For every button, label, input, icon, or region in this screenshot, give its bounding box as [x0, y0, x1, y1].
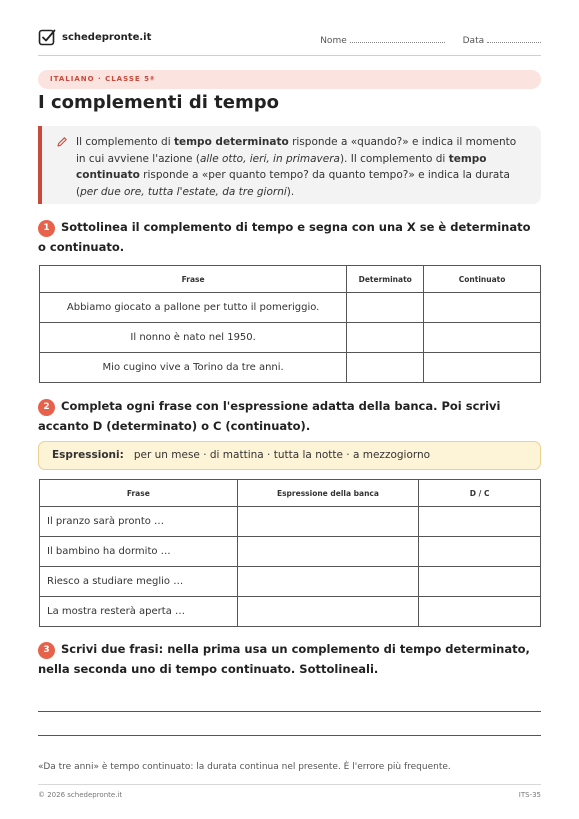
- table-row: [40, 323, 541, 353]
- question-text: Scrivi due frasi: nella prima usa un complemento di tempo determinato, nella seconda uno di tempo continuato. Sottolineali.: [38, 642, 530, 676]
- pencil-icon: [56, 136, 68, 148]
- student-fields: [320, 34, 541, 46]
- column-header-espressione: Espressione della banca: [237, 480, 419, 507]
- column-header-dc: D / C: [419, 480, 541, 507]
- page-title: I complementi di tempo: [38, 92, 279, 113]
- column-header-continuato: Continuato: [424, 266, 541, 293]
- name-field[interactable]: [320, 34, 444, 46]
- name-blank[interactable]: [350, 34, 445, 43]
- intro-text-5: ).: [286, 185, 295, 198]
- brand-name: schedepronte.it: [62, 31, 152, 43]
- page-footer: [38, 784, 541, 799]
- question-text: Sottolinea il complemento di tempo e segna con una X se è determinato o continuato.: [38, 220, 531, 254]
- continuato-answer-cell[interactable]: [424, 293, 541, 323]
- continuato-answer-cell[interactable]: [424, 353, 541, 383]
- date-label: Data: [462, 36, 485, 46]
- intro-text-4: risponde a «per quanto tempo? da quanto tempo?» e indica la durata (: [76, 169, 510, 198]
- table-row: [40, 507, 541, 537]
- question-1: [38, 218, 541, 257]
- question-number-badge: 1: [38, 220, 55, 237]
- question-text: Completa ogni frase con l'espressione adatta della banca. Poi scrivi accanto D (determinato) o C (continuato).: [38, 399, 501, 433]
- intro-term-continuato: tempo continuato: [76, 152, 487, 181]
- sentence-cell: Il pranzo sarà pronto …: [40, 507, 238, 537]
- date-blank[interactable]: [487, 34, 541, 43]
- question-3: [38, 640, 541, 679]
- word-bank-items: per un mese · di mattina · tutta la notte · a mezzogiorno: [133, 449, 431, 461]
- intro-example-2: per due ore, tutta l'estate, da tre giorni: [80, 185, 287, 198]
- intro-text-2: risponde a «quando?» e indica il momento in cui avviene l'azione (: [76, 136, 517, 165]
- determinato-answer-cell[interactable]: [347, 293, 424, 323]
- intro-text-3: ). Il complemento di: [339, 152, 449, 165]
- expression-answer-cell[interactable]: [237, 597, 419, 627]
- sentence-cell: Il bambino ha dormito …: [40, 537, 238, 567]
- word-bank: [38, 441, 541, 470]
- sentence-cell: Abbiamo giocato a pallone per tutto il pomeriggio.: [40, 293, 347, 323]
- table-row: [40, 537, 541, 567]
- sentence-cell: La mostra resterà aperta …: [40, 597, 238, 627]
- name-label: Nome: [320, 36, 347, 46]
- continuato-answer-cell[interactable]: [424, 323, 541, 353]
- writing-line-1[interactable]: [38, 711, 541, 712]
- dc-answer-cell[interactable]: [419, 597, 541, 627]
- table-row: [40, 597, 541, 627]
- column-header-determinato: Determinato: [347, 266, 424, 293]
- sentence-cell: Il nonno è nato nel 1950.: [40, 323, 347, 353]
- exercise-2-table: [39, 479, 541, 627]
- intro-example-1: alle otto, ieri, in primavera: [199, 152, 340, 165]
- expression-answer-cell[interactable]: [237, 507, 419, 537]
- question-2: [38, 397, 541, 436]
- dc-answer-cell[interactable]: [419, 537, 541, 567]
- writing-line-2[interactable]: [38, 735, 541, 736]
- page-header: [38, 28, 541, 56]
- expression-answer-cell[interactable]: [237, 567, 419, 597]
- worksheet-code: ITS-35: [518, 791, 541, 799]
- intro-box: [38, 126, 541, 204]
- sentence-cell: Mio cugino vive a Torino da tre anni.: [40, 353, 347, 383]
- table-row: [40, 353, 541, 383]
- table-row: [40, 293, 541, 323]
- sentence-cell: Riesco a studiare meglio …: [40, 567, 238, 597]
- intro-text-1: Il complemento di: [76, 136, 174, 148]
- word-bank-label: Espressioni:: [52, 449, 124, 461]
- subject-tag: ITALIANO · CLASSE 5ª: [38, 70, 541, 89]
- expression-answer-cell[interactable]: [237, 537, 419, 567]
- determinato-answer-cell[interactable]: [347, 353, 424, 383]
- dc-answer-cell[interactable]: [419, 567, 541, 597]
- determinato-answer-cell[interactable]: [347, 323, 424, 353]
- tip-note: «Da tre anni» è tempo continuato: la durata continua nel presente. È l'errore più frequente.: [38, 762, 451, 772]
- copyright: © 2026 schedepronte.it: [38, 791, 123, 799]
- exercise-1-table: [39, 265, 541, 383]
- checkbox-logo-icon: [38, 28, 56, 46]
- question-number-badge: 3: [38, 642, 55, 659]
- question-number-badge: 2: [38, 399, 55, 416]
- column-header-frase: Frase: [40, 480, 238, 507]
- table-row: [40, 567, 541, 597]
- dc-answer-cell[interactable]: [419, 507, 541, 537]
- brand: [38, 28, 151, 46]
- column-header-frase: Frase: [40, 266, 347, 293]
- intro-term-determinato: tempo determinato: [173, 136, 289, 148]
- date-field[interactable]: [463, 34, 541, 46]
